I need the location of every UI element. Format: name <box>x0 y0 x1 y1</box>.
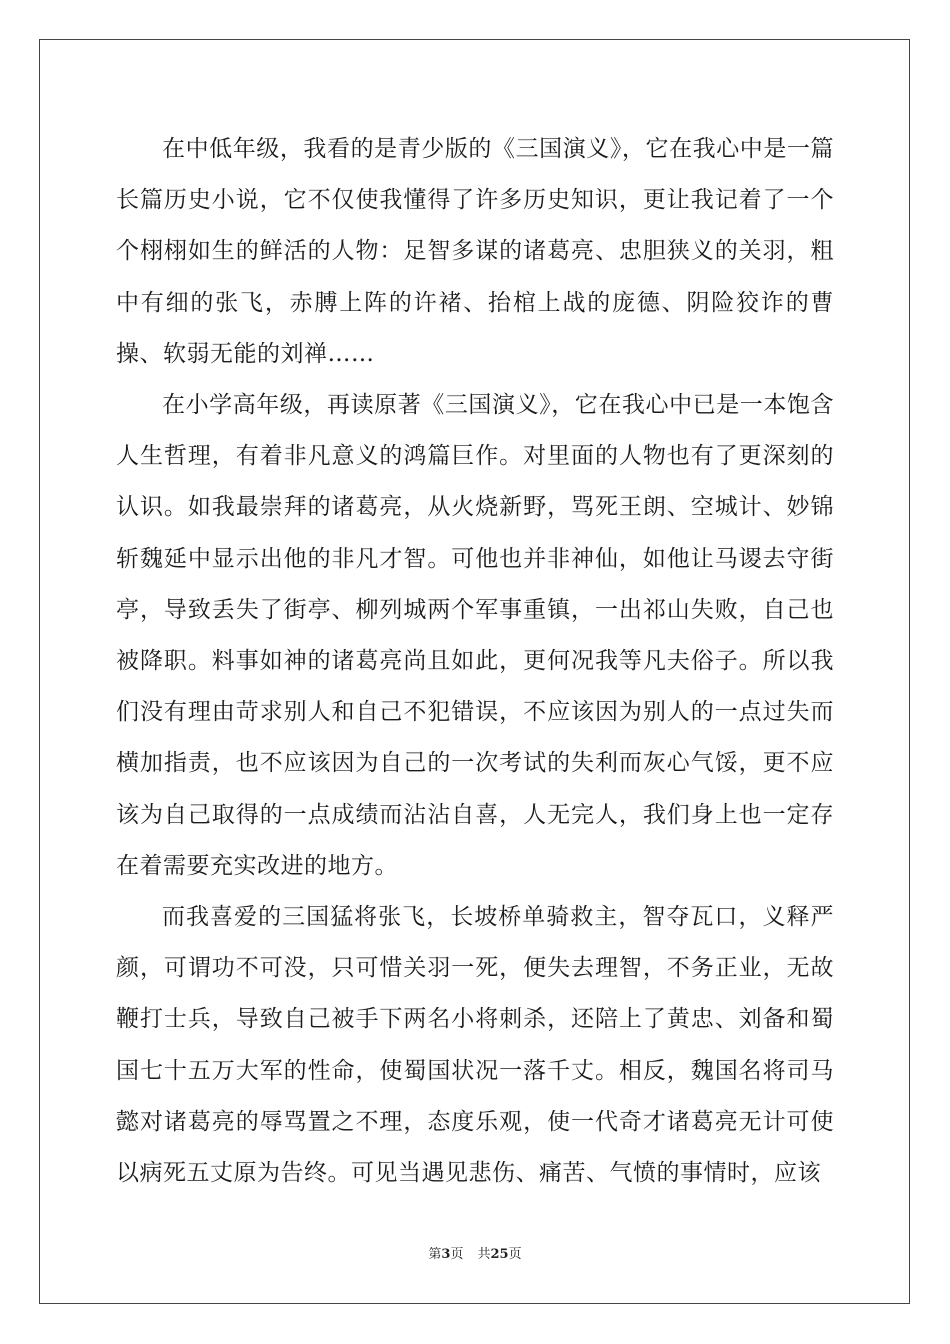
total-pages: 25 <box>490 1247 509 1262</box>
paragraph-2: 在小学高年级，再读原著《三国演义》，它在我心中已是一本饱含人生哲理，有着非凡意义的鸿篇巨作。对里面的人物也有了更深刻的认识。如我最崇拜的诸葛亮，从火烧新野，骂死王朗、空城计、妙锦斩魏延中显示出他的非凡才智。可他也并非神仙，如他让马谡去守街亭，导致丢失了街亭、柳列城两个军事重镇，一出祁山失败，自己也被降职。料事如神的诸葛亮尚且如此，更何况我等凡夫俗子。所以我们没有理由苛求别人和自己不犯错误，不应该因为别人的一点过失而横加指责，也不应该因为自己的一次考试的失利而灰心气馁，更不应该为自己取得的一点成绩而沾沾自喜，人无完人，我们身上也一定存在着需要充实改进的地方。 <box>116 392 834 879</box>
document-body <box>116 124 834 1199</box>
page-number: 3 <box>441 1247 451 1262</box>
page-prefix: 第 <box>428 1247 442 1262</box>
paragraph-3: 而我喜爱的三国猛将张飞，长坡桥单骑救主，智夺瓦口，义释严颜，可谓功不可没，只可惜关羽一死，便失去理智，不务正业，无故鞭打士兵，导致自己被手下两名小将刺杀，还陪上了黄忠、刘备和蜀国七十五万大军的性命，使蜀国状况一落千丈。相反，魏国名将司马懿对诸葛亮的辱骂置之不理，态度乐观，使一代奇才诸葛亮无计可使以病死五丈原为告终。可见当遇见悲伤、痛苦、气愤的事情时，应该 <box>116 904 834 1187</box>
paragraph-1: 在中低年级，我看的是青少版的《三国演义》，它在我心中是一篇长篇历史小说，它不仅使我懂得了许多历史知识，更让我记着了一个个栩栩如生的鲜活的人物：足智多谋的诸葛亮、忠胆狭义的关羽，粗中有细的张飞，赤膊上阵的许褚、抬棺上战的庞德、阴险狡诈的曹操、软弱无能的刘禅…… <box>116 136 834 367</box>
page-unit: 页 <box>450 1247 464 1262</box>
total-unit: 页 <box>508 1247 522 1262</box>
total-prefix: 共 <box>477 1247 491 1262</box>
page-footer <box>0 1243 950 1262</box>
